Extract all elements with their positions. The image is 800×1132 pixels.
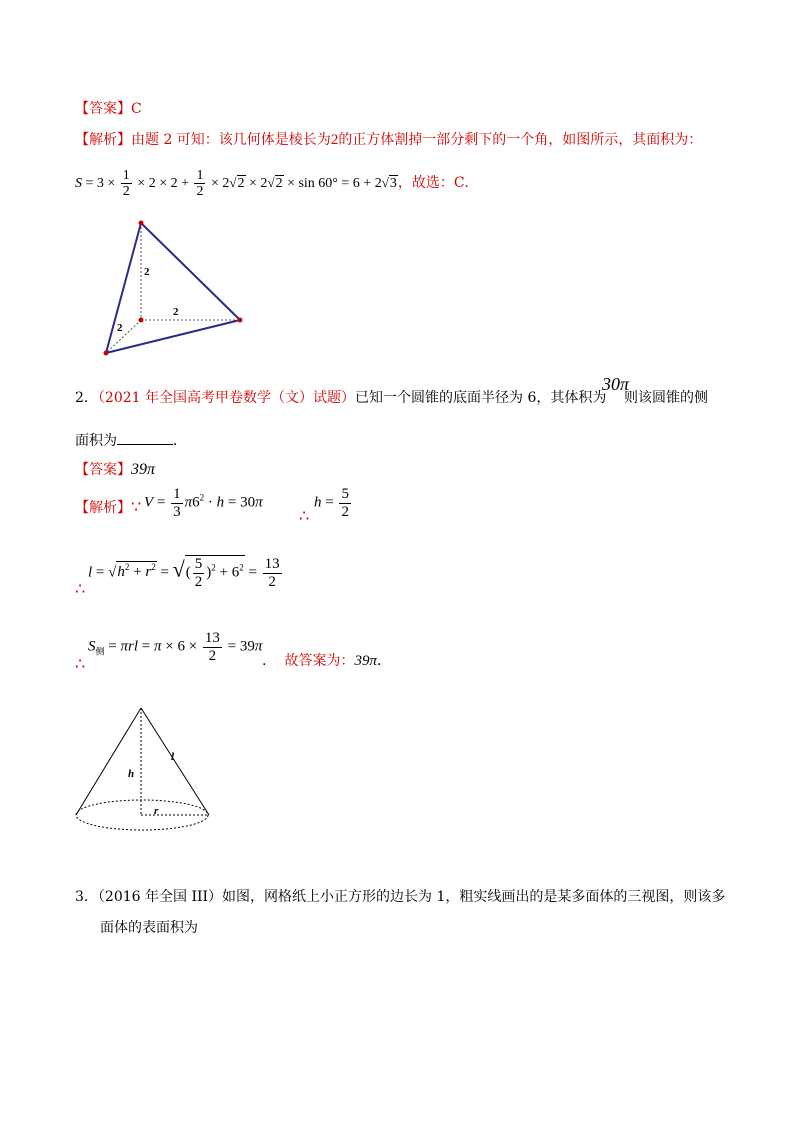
cone-right-slant	[141, 708, 209, 815]
analysis-line-1	[75, 129, 702, 149]
label-h: h	[128, 768, 135, 780]
label-l: l	[171, 751, 175, 763]
question-2-volume: 30π	[602, 374, 630, 394]
final-answer-line: . 故答案为：39π．	[262, 653, 391, 669]
vertex-origin	[139, 318, 144, 323]
analysis-text-2: 的正方体割掉一部分剩下的一个角，如图所示，其面积为：	[338, 132, 703, 148]
question-3-text-2: 面体的表面积为	[100, 920, 198, 936]
question-2-text-3: 面积为	[75, 433, 117, 449]
area-formula: S = 3 × $\frac{1}{2}$ × 2 × 2 + $\frac{1}{2}$ × 2√2 × 2√2 × sin 60° = 6 + 2√3，故选：C．	[75, 168, 479, 200]
question-3-text-1: （2016 年全国 III）如图，网格纸上小正方形的边长为 1，粗实线画出的是某多面体的三视图，则该多	[97, 889, 726, 905]
cone-figure	[70, 702, 220, 837]
vertex-top	[139, 221, 144, 226]
answer-blank	[117, 432, 173, 445]
slant-height-equation: $l = √h^2 + r^2$ = √( $\frac{5}{2}$ )$^2 + 6^2$ = $\frac{13}{2}$	[88, 556, 280, 590]
analysis-tag: 【解析】	[75, 132, 131, 148]
edge-right	[141, 223, 240, 320]
question-2-line-2	[75, 430, 187, 450]
vertex-right	[238, 318, 243, 323]
answer-tag: 【答案】	[75, 101, 131, 117]
final-text: 故答案为：	[284, 653, 355, 669]
label-depth: 2	[117, 322, 123, 334]
answer-line-2	[75, 459, 155, 479]
edge-length: 2	[330, 132, 339, 148]
volume-equation: V = $\frac{1}{3}$ $\pi 6^2 \cdot h = 30\pi$	[144, 486, 263, 520]
final-dot: ．	[376, 653, 391, 669]
therefore-symbol-3: ∴	[75, 654, 86, 673]
question-3-line-1	[75, 886, 725, 906]
cone-left-slant	[76, 708, 141, 815]
question-2-text-2: 则该圆锥的侧	[624, 390, 708, 406]
tetrahedron-figure	[95, 215, 255, 360]
question-2-line-1	[75, 387, 606, 407]
answer-line-1	[75, 98, 142, 118]
formula-tail: ，故选：C．	[397, 175, 479, 192]
analysis-line-2	[75, 497, 141, 517]
label-width: 2	[173, 306, 179, 318]
answer-value-2: 39π	[131, 461, 156, 478]
height-equation: h = $\frac{5}{2}$	[314, 486, 349, 520]
edge-left	[106, 223, 141, 353]
question-2-text: 已知一个圆锥的底面半径为 6，其体积为	[355, 390, 607, 406]
edge-bottom	[106, 320, 240, 353]
answer-tag-2: 【答案】	[75, 462, 131, 478]
analysis-text: 由题 2 可知：该几何体是棱长为	[131, 132, 331, 148]
question-2-source: （2021 年全国高考甲卷数学（文）试题）	[97, 390, 355, 406]
vertex-left	[104, 351, 109, 356]
final-value: 39π	[354, 653, 377, 669]
analysis-tag-2: 【解析】	[75, 500, 131, 516]
question-3-number: 3．	[75, 889, 98, 905]
therefore-symbol-1: ∴	[299, 506, 310, 525]
lateral-area-equation: $S_侧 = \pi rl = \pi \times 6$ × $\frac{13}{2}$ = 39π	[88, 630, 263, 664]
question-2-number: 2．	[75, 390, 98, 406]
question-2-end: ．	[173, 433, 187, 449]
therefore-symbol-2: ∴	[75, 579, 86, 598]
because-symbol: ∵	[131, 497, 142, 516]
label-height: 2	[144, 266, 150, 278]
label-r: r	[154, 805, 159, 817]
answer-value: C	[131, 101, 142, 117]
